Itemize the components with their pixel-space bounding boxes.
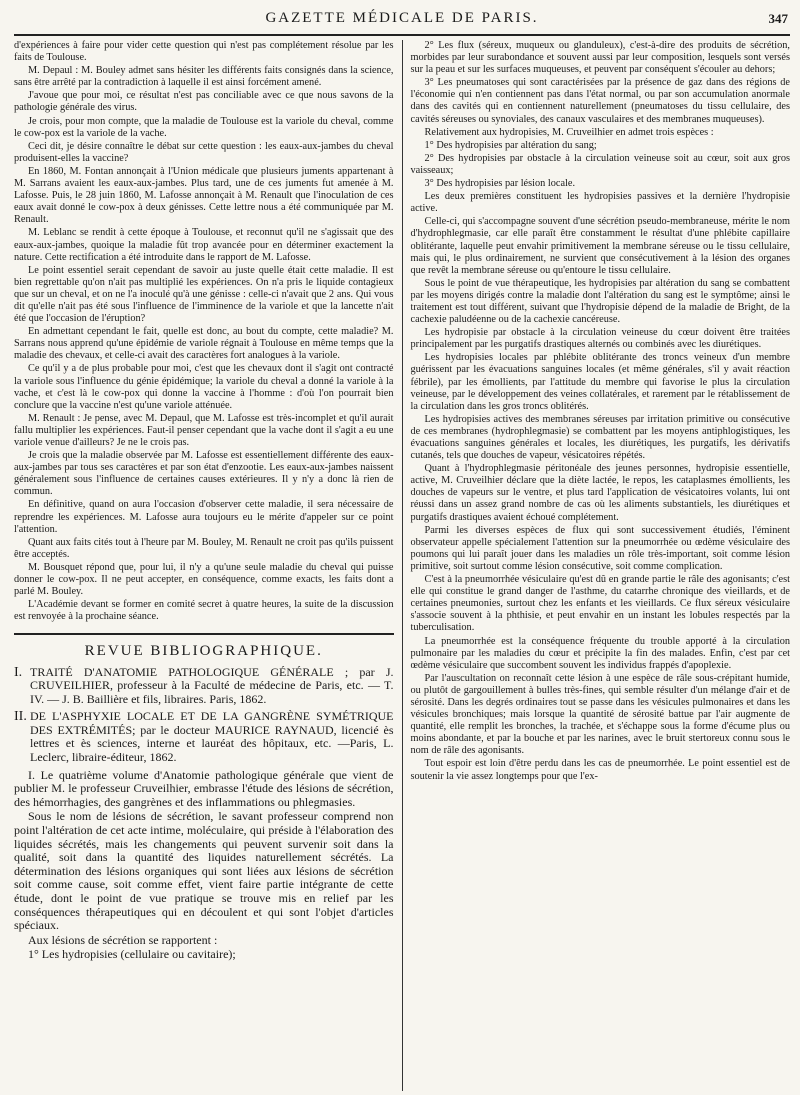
paragraph: 1° Des hydropisies par altération du sang; xyxy=(424,139,597,151)
paragraph: Celle-ci, qui s'accompagne souvent d'une sécrétion pseudo-membraneuse, mérite le nom d'hydrophlegmasie, car elle paraît être constamment le résultat d'une phlébite capillaire oblitérante, laquelle peut envahir primitivement la membrane séreuse ou le tissu cellulaire, mais qui, le plus ordinairement, ne survient que consécutivement à la lésion des organes que revêt la membrane séreuse ou qu'entoure le tissu cellulaire. xyxy=(410,216,790,276)
paragraph: Sous le point de vue thérapeutique, les hydropisies par altération du sang se combattent par les moyens dirigés contre la maladie dont l'altération du sang est le symptôme; ainsi le traitement est tout différent, suivant que l'hydropisie dépend de la maladie de Bright, de la cachexie paludéenne ou de la cachexie cancéreuse. xyxy=(410,277,790,326)
entry-number: I. xyxy=(14,664,23,680)
paragraph: 2° Des hydropisies par obstacle à la circulation veineuse soit au cœur, soit aux gros vaisseaux; xyxy=(410,152,790,176)
paragraph: Les hydropisies locales par phlébite oblitérante des troncs veineux d'un membre guérissent par les évacuations sanguines locales (et même générales, s'il y avait réaction fébrile), par les émollients, par l'attitude du membre qui favorise le plus la circulation veineuse, par le développement des veines collatérales, et rarement par le rétablissement de la circulation dans les gros troncs oblitérés. xyxy=(410,352,790,412)
paragraph: I. Le quatrième volume d'Anatomie pathologique générale que vient de publier M. le professeur Cruveilhier, embrasse l'étude des lésions de sécrétion, des hémorrhagies, des gangrènes et des inflammations ou phlegmasies. xyxy=(14,767,394,809)
paragraph: En admettant cependant le fait, quelle est donc, au bout du compte, cette maladie? M. Sarrans nous apprend qu'une épidémie de variole régnait à Toulouse en même temps que la maladie des chevaux, et celle-ci avait des caractères fort analogues à la variole. xyxy=(14,326,394,362)
paragraph: Je crois que la maladie observée par M. Lafosse est essentiellement différente des eaux-aux-jambes par tous ses caractères et par son état d'enzootie. Les eaux-aux-jambes naissent généralement sous l'influence de certaines causes extérieures. Il y n'y a donc là rien de commun. xyxy=(14,450,394,498)
paragraph: La pneumorrhée est la conséquence fréquente du trouble apporté à la circulation pulmonaire par les maladies du cœur et précipite la fin des malades. Enfin, c'est par cet œdème vésiculaire que succombent souvent les individus frappés d'apoplexie. xyxy=(410,635,790,671)
columns xyxy=(14,40,790,1091)
page-header xyxy=(14,6,790,36)
paragraph: Aux lésions de sécrétion se rapportent : xyxy=(28,932,218,947)
left-column xyxy=(14,40,402,1091)
paragraph: 1° Les hydropisies (cellulaire ou cavitaire); xyxy=(28,947,236,962)
paragraph: 3° Les pneumatoses qui sont caractérisées par la présence de gaz dans des régions de l'économie qui n'en contiennent pas dans l'état normal, ou par son accumulation anormale dans des cavités qui en contiennent naturellement (pneumatoses du tissu cellulaire, des cavités séreuses ou synoviales, des canaux vasculaires et des membranes muqueuses). xyxy=(410,77,790,125)
paragraph: L'Académie devant se former en comité secret à quatre heures, la suite de la discussion est renvoyée à la prochaine séance. xyxy=(14,599,394,623)
section-title: REVUE BIBLIOGRAPHIQUE. xyxy=(84,643,323,660)
paragraph: Les hydropisies actives des membranes séreuses par irritation primitive ou consécutive de ces membranes (hydrophlegmasie) se combattent par les moyens antiphlogistiques, les évacuations sanguines générales et locales, les diurétiques, les purgatifs, les dérivatifs cutanés, tels que douches de vapeur, vésicatoires répétés. xyxy=(410,413,790,462)
section-divider xyxy=(14,633,394,635)
journal-title: GAZETTE MÉDICALE DE PARIS. xyxy=(265,10,539,26)
paragraph: Ce qu'il y a de plus probable pour moi, c'est que les chevaux dont il s'agit ont contracté la variole sous l'influence du génie épidémique; la variole du cheval a donné la variole à la vache, et c'est là le cow-pox qui donne la vaccine à l'homme : d'où l'on pourrait bien conclure que la vaccine n'est qu'une variole atténuée. xyxy=(14,363,394,411)
paragraph: 2° Les flux (séreux, muqueux ou glanduleux), c'est-à-dire des produits de sécrétion, morbides par leur surabondance et souvent aussi par leur composition, lesquels sont versés sur la peau et sur les surfaces muqueuses, et peuvent par conséquent s'écouler au dehors; xyxy=(410,40,790,76)
entry-text: DE L'ASPHYXIE LOCALE ET DE LA GANGRÈNE SYMÉTRIQUE DES EXTRÉMITÉS; par le docteur MAURICE RAYNAUD, licencié ès lettres et ès sciences, interne et lauréat des hôpitaux, etc. —Paris, L. Leclerc, libraire-éditeur, 1862. xyxy=(30,709,394,765)
paragraph: Je crois, pour mon compte, que la maladie de Toulouse est la variole du cheval, comme le cow-pox est la variole de la vache. xyxy=(14,115,394,139)
paragraph: Quant à l'hydrophlegmasie péritonéale des jeunes personnes, hydropisie essentielle, active, M. Cruveilhier déclare que la diète lactée, le repos, les cataplasmes émollients, les douches de vapeurs sur le ventre, et plus tard l'application de vésicatoires volants, lui ont réussi dans un assez grand nombre de cas où les aliments substantiels, les diurétiques et purgatifs drastiques avaient échoué complétement. xyxy=(410,463,790,523)
paragraph: Quant aux faits cités tout à l'heure par M. Bouley, M. Renault ne croit pas qu'ils puissent être acceptés. xyxy=(14,536,394,560)
paragraph: J'avoue que pour moi, ce résultat n'est pas conciliable avec ce que nous savons de la pathologie générale des virus. xyxy=(14,90,394,114)
paragraph: Sous le nom de lésions de sécrétion, le savant professeur comprend non point l'altération de cet acte intime, moléculaire, qui préside à l'élaboration des liquides sécrétés, mais les changements qui peuvent survenir soit dans la qualité, soit dans la quantité des liquides naturellement sécrétés. La détermination des lésions organiques qui sont liées aux lésions de sécrétion soit comme cause, soit comme effet, vient faire partie intégrante de cette étude, dont le point de vue pratique se trouve mis en relief par les conséquences thérapeutiques qui en découlent et qui sont l'objet d'articles spéciaux. xyxy=(14,809,394,933)
paragraph: Relativement aux hydropisies, M. Cruveilhier en admet trois espèces : xyxy=(424,126,714,138)
paragraph: En définitive, quand on aura l'occasion d'observer cette maladie, il sera nécessaire de reprendre les expériences. M. Lafosse aura toujours eu le mérite d'appeler sur ce point l'attention. xyxy=(14,499,394,535)
page-number: 347 xyxy=(768,11,788,26)
paragraph: M. Depaul : M. Bouley admet sans hésiter les différents faits consignés dans la science, sans être arrêté par la contradiction à laquelle il est ainsi forcément amené. xyxy=(14,65,394,89)
paragraph: M. Renault : Je pense, avec M. Depaul, que M. Lafosse est très-incomplet et qu'il aurait fallu multiplier les expériences. Faut-il penser cependant que la vache dont il s'agit a eu une variole venue d'ailleurs? Je ne le crois pas. xyxy=(14,412,394,448)
paragraph: M. Leblanc se rendit à cette époque à Toulouse, et reconnut qu'il ne s'agissait que des eaux-aux-jambes, quoique la maladie fût trop avancée pour en déterminer exactement la nature. Cette rectification a été introduite dans le rapport de M. Lafosse. xyxy=(14,227,394,263)
paragraph: Le point essentiel serait cependant de savoir au juste quelle était cette maladie. Il est bien regrettable qu'on n'ait pas multiplié les expériences. On n'a pris le liquide contagieux que sur un cheval, et on ne l'a inoculé qu'à une génisse : celle-ci n'avait que 2 ans. Qui vous dit qu'elle n'ait pas été sous l'influence de l'imminence de la variole et que la lancette n'ait été que l'occasion de l'éruption? xyxy=(14,264,394,325)
paragraph: Tout espoir est loin d'être perdu dans les cas de pneumorrhée. Le point essentiel est de soutenir la vie assez longtemps pour que l'ex- xyxy=(410,758,790,782)
paragraph: Parmi les diverses espèces de flux qui sont successivement étudiés, l'éminent observateur appelle spécialement l'attention sur la pneumorrhée ou œdème vésiculaire des poumons qui lui paraît jouer dans les maladies un rôle très-important, soit comme lésion primitive, soit surtout comme lésion consécutive, soit comme complication. xyxy=(410,524,790,572)
entry-text: TRAITÉ D'ANATOMIE PATHOLOGIQUE GÉNÉRALE ; par J. CRUVEILHIER, professeur à la Faculté de médecine de Paris, etc. — T. IV. — J. B. Baillière et fils, libraires. Paris, 1862. xyxy=(30,664,394,706)
entry-number: II. xyxy=(14,709,27,725)
paragraph: d'expériences à faire pour vider cette question qui n'est pas complétement résolue par les faits de Toulouse. xyxy=(14,40,394,64)
paragraph: C'est à la pneumorrhée vésiculaire qu'est dû en grande partie le râle des agonisants; c'est elle qui constitue le grand danger de l'asthme, du catarrhe chronique des vieillards, et de certaines pneumonies, surtout chez les enfants et les vieillards. Ce flux séreux vésiculaire s'associe souvent à la phthisie, et peut envahir en un instant les lobules respectés par la tuberculisation. xyxy=(410,574,790,634)
right-column xyxy=(402,40,791,1091)
paragraph: Par l'auscultation on reconnaît cette lésion à une espèce de râle sous-crépitant humide, ou plutôt de gargouillement à bulles très-fines, qui semble résulter d'un mélange d'air et de sérosité. Dans les degrés ordinaires tout se passe dans les vésicules pulmonaires et dans les vésicules bronchiques; mais lorsque la quantité de sérosité battue par l'air augmente de quantité, elle remplit les bronches, la trachée, et s'échappe sous la forme d'écume plus ou moins abondante, et par la bouche et par les narines, avec le bruit stertoreux connu sous le nom de râle des agonisants. xyxy=(410,672,790,757)
bibliography-entry xyxy=(14,666,394,707)
paragraph: 3° Des hydropisies par lésion locale. xyxy=(424,178,576,190)
paragraph: Ceci dit, je désire connaître le débat sur cette question : les eaux-aux-jambes du cheval produisent-elles la vaccine? xyxy=(14,140,394,164)
paragraph: M. Bousquet répond que, pour lui, il n'y a qu'une seule maladie du cheval qui puisse donner le cow-pox. Il ne peut accepter, en conséquence, comme exacts, les faits dont a parlé M. Bouley. xyxy=(14,561,394,598)
paragraph: Les deux premières constituent les hydropisies passives et la dernière l'hydropisie active. xyxy=(410,191,790,215)
bibliography-entry xyxy=(14,710,394,764)
paragraph: En 1860, M. Fontan annonçait à l'Union médicale que plusieurs juments appartenant à M. Sarrans avaient les eaux-aux-jambes. Plus tard, une de ces juments fut amenée à M. Lafosse. Puis, le 28 juin 1860, M. Lafosse annonçait à M. Renault que l'inoculation de ces eaux avait donné le cow-pox à deux génisses. Cette lettre nous a été communiquée par M. Renault. xyxy=(14,165,394,226)
paragraph: Les hydropisie par obstacle à la circulation veineuse du cœur doivent être traitées principalement par les purgatifs drastiques alternés ou combinés avec les diurétiques. xyxy=(410,327,790,351)
